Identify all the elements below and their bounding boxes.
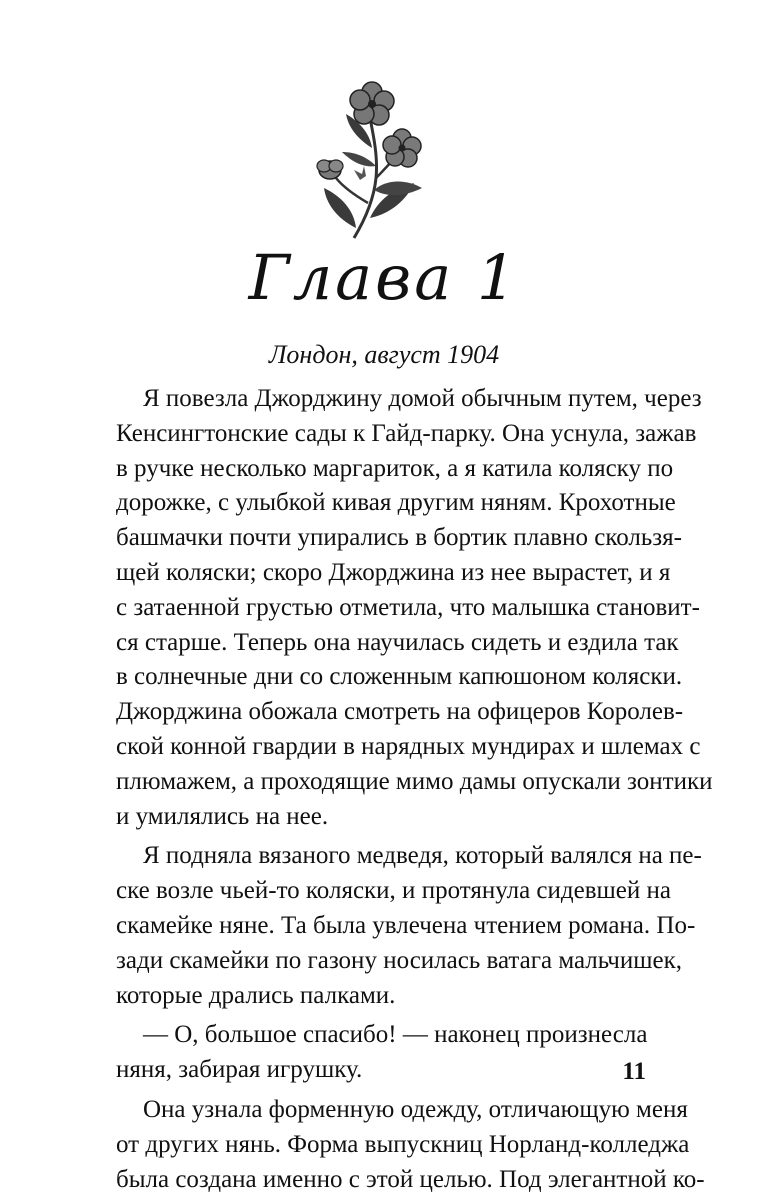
text-line: была создана именно с этой целью. Под элегантной ко- bbox=[116, 1165, 705, 1193]
text-line: Кенсингтонские сады к Гайд-парку. Она уснула, зажав bbox=[116, 419, 697, 447]
text-line: башмачки почти упирались в бортик плавно скользя- bbox=[116, 524, 682, 552]
text-line: и умилялись на нее. bbox=[116, 802, 329, 830]
text-line: в солнечные дни со сложенным капюшоном коляски. bbox=[116, 663, 683, 691]
text-line: Я подняла вязаного медведя, который валялся на пе- bbox=[143, 842, 702, 870]
text-line: Джорджина обожала смотреть на офицеров Королев- bbox=[116, 698, 684, 726]
paragraph bbox=[116, 1018, 646, 1088]
text-line: в ручке несколько маргариток, а я катила коляску по bbox=[116, 454, 674, 482]
text-line: Она узнала форменную одежду, отличающую меня bbox=[143, 1095, 688, 1123]
text-line: няня, забирая игрушку. bbox=[116, 1056, 363, 1084]
text-line: Я повезла Джорджину домой обычным путем, через bbox=[143, 385, 702, 412]
paragraph bbox=[116, 839, 702, 1013]
text-line: ся старше. Теперь она научилась сидеть и ездила так bbox=[116, 628, 679, 656]
paragraph bbox=[116, 382, 713, 834]
text-line: ской конной гвардии в нарядных мундирах и шлемах с bbox=[116, 732, 701, 760]
text-line: щей коляски; скоро Джорджина из нее вырастет, и я bbox=[116, 558, 671, 586]
chapter-subtitle: Лондон, август 1904 bbox=[268, 340, 500, 369]
text-line: с затаенной грустью отметила, что малышка становит- bbox=[116, 593, 700, 621]
text-line: — О, большое спасибо! — наконец произнесла bbox=[143, 1021, 648, 1049]
page-number: 11 bbox=[622, 1058, 646, 1085]
text-line: от других нянь. Форма выпускниц Норланд-колледжа bbox=[116, 1130, 690, 1158]
text-line: ске возле чьей-то коляски, и протянула сидевшей на bbox=[116, 877, 671, 905]
text-line: плюмажем, а проходящие мимо дамы опускали зонтики bbox=[116, 767, 713, 795]
text-line: которые дрались палками. bbox=[116, 981, 396, 1009]
body-text bbox=[116, 382, 713, 1197]
text-line: скамейке няне. Та была увлечена чтением романа. По- bbox=[116, 911, 696, 939]
paragraph bbox=[116, 1093, 705, 1197]
flower-sprig-icon bbox=[296, 78, 446, 243]
chapter-title: Глава 1 bbox=[248, 241, 520, 314]
text-line: зади скамейки по газону носилась ватага мальчишек, bbox=[116, 946, 682, 974]
text-line: дорожке, с улыбкой кивая другим няням. Крохотные bbox=[116, 489, 676, 517]
